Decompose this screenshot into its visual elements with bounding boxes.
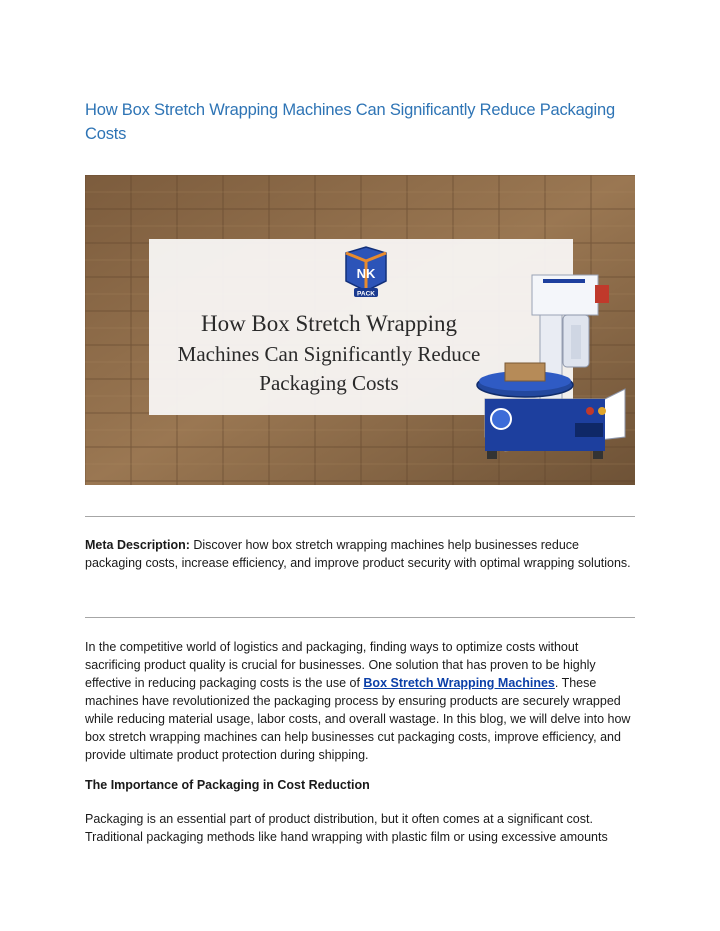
hero-image	[85, 175, 635, 485]
section-heading-importance: The Importance of Packaging in Cost Reduction	[85, 778, 370, 792]
svg-text:NK: NK	[356, 266, 376, 281]
section-divider-top	[85, 516, 635, 517]
svg-text:PACK: PACK	[357, 290, 375, 298]
hero-headline-line-2: Machines Can Significantly Reduce	[177, 342, 481, 366]
meta-description	[85, 536, 635, 572]
section-divider-bottom	[85, 617, 635, 618]
hero-headline-line-1: How Box Stretch Wrapping	[200, 311, 458, 336]
intro-text-after-link: . These machines have revolutionized the packaging process by ensuring products are securely wrapped while reducing material usage, labor costs, and overall wastage. In this blog, we will delve into how box stretch wrapping machines can help businesses cut packaging costs, improve efficiency, and provide ultimate product protection during shipping.	[85, 676, 631, 762]
meta-description-label: Meta Description:	[85, 538, 190, 552]
intro-text-before-link: In the competitive world of logistics and packaging, finding ways to optimize costs without sacrificing product quality is crucial for businesses. One solution that has proven to be highly effective in reducing packaging costs is the use of	[85, 640, 596, 690]
page-title: How Box Stretch Wrapping Machines Can Significantly Reduce Packaging Costs	[85, 101, 615, 143]
meta-description-text: Discover how box stretch wrapping machines help businesses reduce packaging costs, increase efficiency, and improve product security with optimal wrapping solutions.	[85, 538, 631, 570]
hero-headline-line-3: Packaging Costs	[259, 371, 399, 395]
box-stretch-wrapping-machines-link[interactable]: Box Stretch Wrapping Machines	[363, 676, 555, 690]
section-paragraph-importance: Packaging is an essential part of product distribution, but it often comes at a significant cost. Traditional packaging methods like hand wrapping with plastic film or using excessive amounts	[85, 812, 608, 844]
intro-paragraph	[85, 638, 635, 764]
